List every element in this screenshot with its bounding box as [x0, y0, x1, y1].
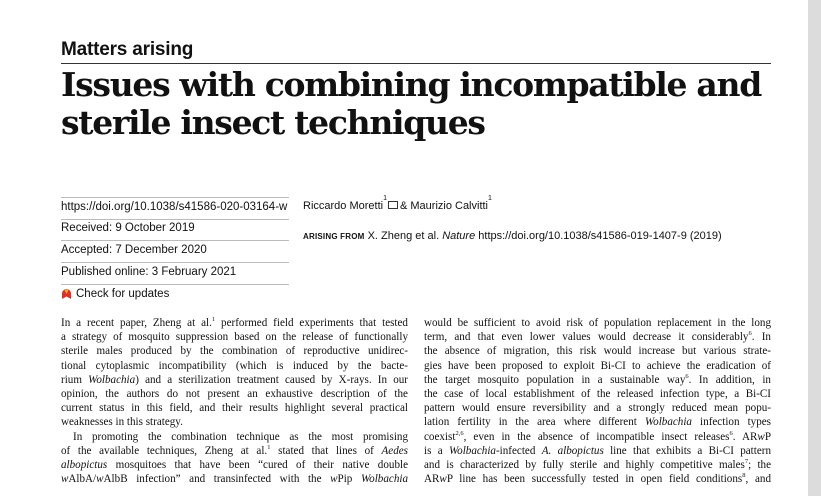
body-line: is a Wolbachia-infected A. albopictus line that exhibits a Bi-CI pattern	[424, 444, 771, 457]
body-line: weaknesses in this strategy.	[61, 416, 183, 429]
arising-citation: X. Zheng et al.	[367, 230, 440, 242]
published-date: Published online: 3 February 2021	[61, 266, 237, 278]
body-line: the absence of migration, this risk would increase but various strate-	[424, 345, 771, 358]
arising-link[interactable]: https://doi.org/10.1038/s41586-019-1407-9 (2019)	[478, 230, 722, 242]
check-updates-icon	[61, 288, 72, 300]
body-column-right	[424, 316, 771, 486]
body-line: pattern would ensure reversibility and a strongly reduced mean popu-	[424, 402, 771, 415]
viewer-background	[808, 0, 821, 496]
body-line: of the available techniques, Zheng at al.$^1$ stated that lines of Aedes	[61, 443, 409, 457]
arising-from-citation	[303, 230, 722, 242]
body-line: the case of local establishment of the released infection type, a Bi-CI	[424, 387, 771, 400]
author-name[interactable]: & Maurizio Calvitti	[399, 200, 489, 212]
received-date: Received: 9 October 2019	[61, 222, 195, 234]
body-line: the target mosquito population in a sustainable way$^6$. In addition, in	[424, 372, 771, 386]
check-for-updates-button[interactable]	[61, 288, 289, 300]
body-line: current status in this field, and their results highlight several practical	[61, 402, 408, 415]
body-line: wAlbA/wAlbB infection” and transinfected with the wPip Wolbachia	[61, 473, 408, 486]
body-line: gies have been proposed to exploit Bi-CI to achieve the eradication of	[424, 359, 771, 372]
meta-divider	[61, 197, 289, 198]
accepted-date: Accepted: 7 December 2020	[61, 244, 207, 256]
author-list: Riccardo Moretti $^1$ & Maurizio Calvitti $^1$	[303, 195, 492, 212]
email-icon[interactable]	[388, 201, 398, 209]
body-line: albopictus mosquitoes that have been “cured of their native double	[61, 458, 408, 471]
body-line: term, and that even lower values would decrease it considerably$^6$. In	[424, 330, 771, 344]
article-title: Issues with combining incompatible and sterile insect techniques	[61, 65, 761, 142]
header-rule	[61, 63, 771, 64]
doi-link[interactable]: https://doi.org/10.1038/s41586-020-03164-w	[61, 201, 288, 213]
arising-journal: Nature	[442, 230, 476, 242]
body-line: and is characterized by fully sterile and highly competitive males$^7$; the	[424, 457, 771, 471]
body-line: sterile males produced by the combination of reproductive unidirec-	[61, 345, 408, 358]
author-name[interactable]: Riccardo Moretti	[303, 200, 384, 212]
body-line: ARwP line has been successfully tested in open field conditions$^8$, and	[424, 472, 771, 486]
body-line: coexist$^{2,6}$, even in the absence of incompatible insect releases$^6$. ARwP	[424, 429, 771, 443]
body-line: rium Wolbachia) and a sterilization treatment caused by X-rays. In our	[61, 373, 408, 386]
meta-divider	[61, 284, 289, 285]
body-line: In promoting the combination technique as the most promising	[73, 430, 408, 443]
check-updates-label: Check for updates	[76, 288, 170, 300]
body-line: In a recent paper, Zheng at al.$^1$ performed field experiments that tested	[61, 316, 408, 329]
meta-divider	[61, 219, 289, 220]
body-line: opinion, the authors do not present an exhaustive description of the	[61, 387, 408, 400]
body-line: would be sufficient to avoid risk of population replacement in the long	[424, 317, 771, 329]
arising-label: ARISING FROM	[303, 232, 365, 241]
body-column-left	[61, 316, 408, 486]
meta-divider	[61, 262, 289, 263]
article-type-label: Matters arising	[61, 39, 194, 60]
meta-divider	[61, 240, 289, 241]
body-line: a strategy of mosquito suppression based on the release of functionally	[61, 331, 408, 344]
body-line: tional cytoplasmic incompatibility (which is induced by the bacte-	[61, 359, 408, 372]
body-line: lation fertility in the area where different Wolbachia infection types	[424, 416, 771, 429]
